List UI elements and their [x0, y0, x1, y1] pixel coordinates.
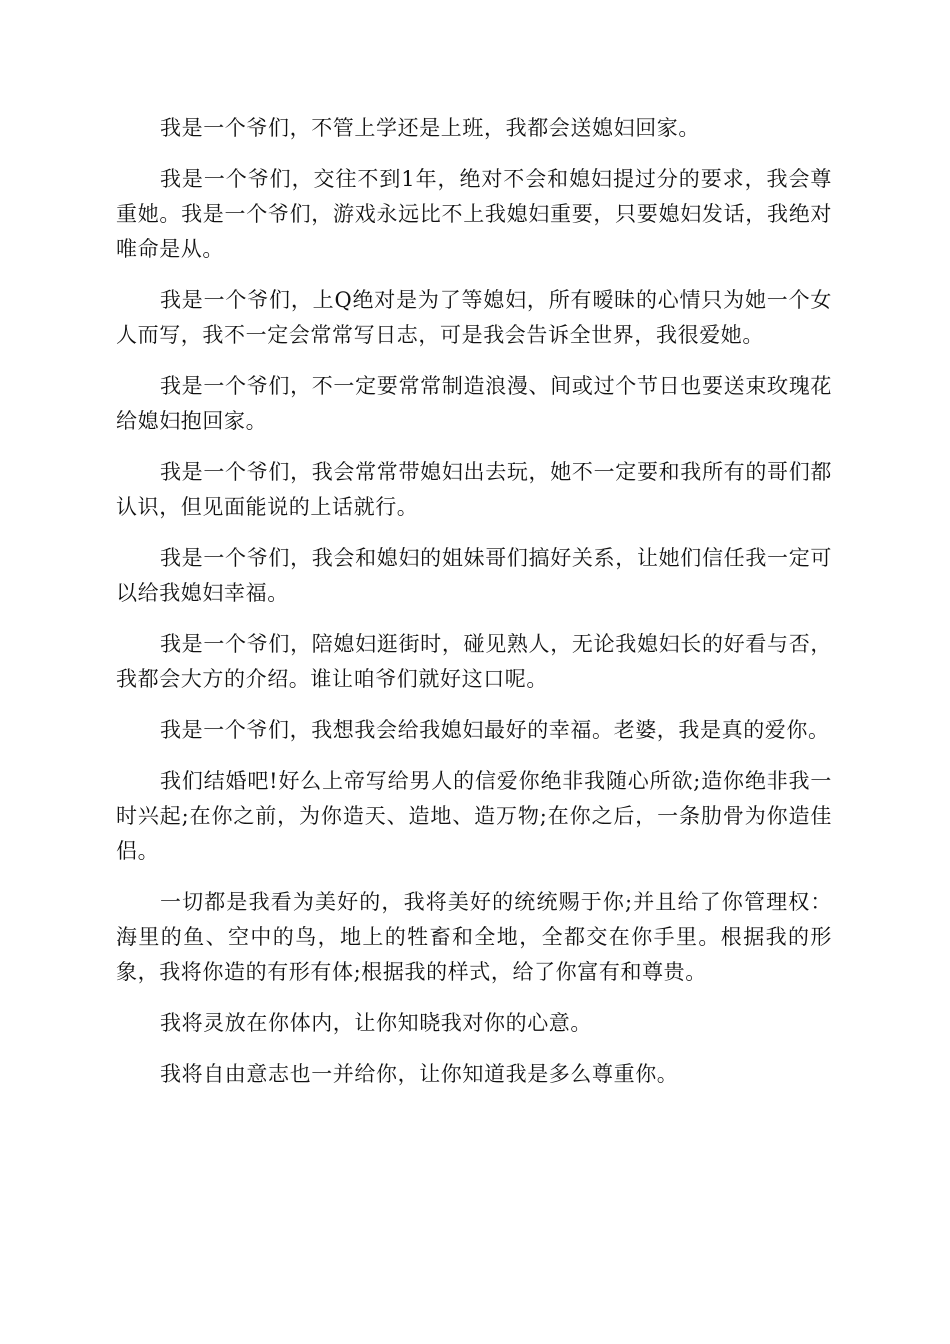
paragraph-4: 我是一个爷们，不一定要常常制造浪漫、间或过个节日也要送束玫瑰花给媳妇抱回家。 — [116, 374, 832, 433]
paragraph-1: 我是一个爷们，不管上学还是上班，我都会送媳妇回家。 — [160, 116, 700, 140]
paragraph-5: 我是一个爷们，我会常常带媳妇出去玩，她不一定要和我所有的哥们都认识，但见面能说的上话就行。 — [116, 460, 832, 519]
paragraph-3: 我是一个爷们，上Q绝对是为了等媳妇，所有暧昧的心情只为她一个女人而写，我不一定会常常写日志，可是我会告诉全世界，我很爱她。 — [116, 288, 832, 347]
paragraph-12: 我将自由意志也一并给你，让你知道我是多么尊重你。 — [160, 1062, 679, 1086]
document-body — [116, 111, 832, 1108]
paragraph-8: 我是一个爷们，我想我会给我媳妇最好的幸福。老婆，我是真的爱你。 — [160, 718, 830, 742]
paragraph-11: 我将灵放在你体内，让你知晓我对你的心意。 — [160, 1011, 592, 1035]
paragraph-9: 我们结婚吧!好么上帝写给男人的信爱你绝非我随心所欲;造你绝非我一时兴起;在你之前，为你造天、造地、造万物;在你之后，一条肋骨为你造佳侣。 — [116, 769, 832, 863]
paragraph-6: 我是一个爷们，我会和媳妇的姐妹哥们搞好关系，让她们信任我一定可以给我媳妇幸福。 — [116, 546, 832, 605]
paragraph-10: 一切都是我看为美好的，我将美好的统统赐于你;并且给了你管理权：海里的鱼、空中的鸟，地上的牲畜和全地，全都交在你手里。根据我的形象，我将你造的有形有体;根据我的样式，给了你富有和尊贵。 — [116, 890, 832, 984]
paragraph-7: 我是一个爷们，陪媳妇逛街时，碰见熟人，无论我媳妇长的好看与否，我都会大方的介绍。谁让咱爷们就好这口呢。 — [116, 632, 832, 691]
paragraph-2: 我是一个爷们，交往不到1年，绝对不会和媳妇提过分的要求，我会尊重她。我是一个爷们，游戏永远比不上我媳妇重要，只要媳妇发话，我绝对唯命是从。 — [116, 167, 832, 261]
